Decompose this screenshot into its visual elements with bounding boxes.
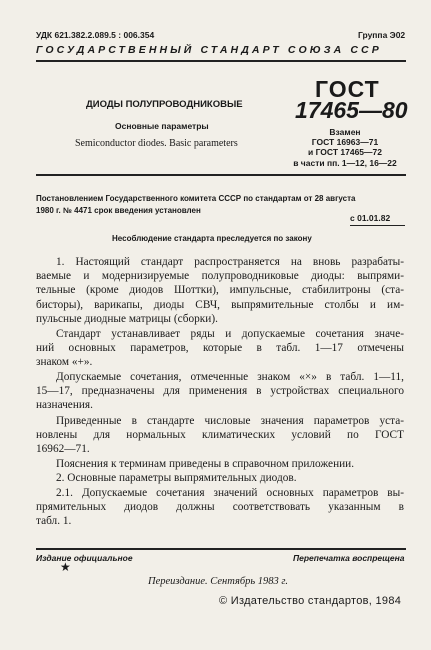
warning-text: Несоблюдение стандарта преследуется по закону (112, 234, 312, 243)
text-line: ваемые и модернизируемые полупроводниковые диоды: выпрями- (36, 270, 404, 283)
title-rule (36, 174, 406, 176)
gost-replaces (283, 127, 407, 168)
text-line: Допускаемые сочетания, отмеченные знаком «×» в табл. 1—11, (56, 371, 404, 383)
text-line: тельные (кроме диодов Шоттки), импульсные, стабилитроны (ста- (36, 284, 404, 297)
decree-date-underline (350, 225, 405, 226)
reprint-label: Перепечатка воспрещена (293, 553, 405, 563)
replaces-line: Взамен (329, 127, 361, 137)
text-line: пульсные диодные матрицы (сборки). (36, 312, 218, 325)
title-ru: ДИОДЫ ПОЛУПРОВОДНИКОВЫЕ (86, 99, 243, 110)
paragraph-2 (36, 327, 404, 370)
text-line: 16962—71. (36, 443, 90, 456)
gost-number: 17465—80 (295, 97, 408, 123)
udk-code: УДК 621.382.2.089.5 : 006.354 (36, 30, 155, 40)
title-en: Semiconductor diodes. Basic parameters (75, 138, 238, 149)
replaces-line: в части пп. 1—12, 16—22 (293, 157, 397, 168)
text-line: назначения. (36, 399, 93, 412)
edition-label: Издание официальное (36, 553, 133, 563)
group-code: Группа Э02 (358, 30, 406, 40)
gost-label: ГОСТ (315, 76, 380, 102)
star-icon: ★ (60, 560, 71, 574)
decree-date: с 01.01.82 (350, 213, 391, 223)
text-line: 2.1. Допускаемые сочетания значений основных параметров вы- (56, 487, 404, 499)
decree-text (36, 193, 355, 217)
paragraph-4 (36, 414, 404, 457)
text-line: табл. 1. (36, 515, 72, 528)
text-line: 15—17, предназначены для применения в устройствах специального (36, 385, 404, 398)
text-line: Приведенные в стандарте числовые значения параметров уста- (56, 415, 404, 427)
reissue-note: Переиздание. Сентябрь 1983 г. (148, 576, 288, 587)
text-line: прямительных диодов должны соответствовать указанным в (36, 501, 404, 514)
replaces-line: и ГОСТ 17465—72 (308, 147, 382, 158)
header-rule (36, 60, 406, 62)
text-line: 2. Основные параметры выпрямительных диодов. (56, 472, 297, 484)
paragraph-1 (36, 255, 404, 326)
replaces-line: ГОСТ 16963—71 (311, 137, 379, 148)
paragraph-7 (36, 486, 404, 529)
paragraph-5 (36, 457, 404, 471)
footer-rule (36, 548, 406, 550)
decree-line: 1980 г. № 4471 срок введения установлен (36, 206, 201, 215)
standard-banner: ГОСУДАРСТВЕННЫЙ СТАНДАРТ СОЮЗА ССР (36, 44, 382, 56)
text-line: 1. Настоящий стандарт распространяется на вновь разрабаты- (56, 256, 404, 268)
subtitle-ru: Основные параметры (115, 121, 209, 131)
text-line: знаком «+». (36, 356, 93, 369)
text-line: бисторы), варикапы, диоды СВЧ, выпрямительные столбы и им- (36, 298, 404, 311)
text-line: Стандарт устанавливает ряды и допускаемые сочетания значе- (56, 328, 404, 340)
text-line: Пояснения к терминам приведены в справочном приложении. (56, 458, 355, 470)
paragraph-6 (36, 471, 404, 485)
decree-line: Постановлением Государственного комитета СССР по стандартам от 28 августа (36, 194, 356, 203)
copyright: © Издательство стандартов, 1984 (219, 595, 402, 607)
text-line: новлены для нормальных климатических условий по ГОСТ (36, 429, 404, 442)
paragraph-3 (36, 370, 404, 413)
text-line: ний основных параметров, которые в табл. 1—17 отмечены (36, 342, 404, 355)
